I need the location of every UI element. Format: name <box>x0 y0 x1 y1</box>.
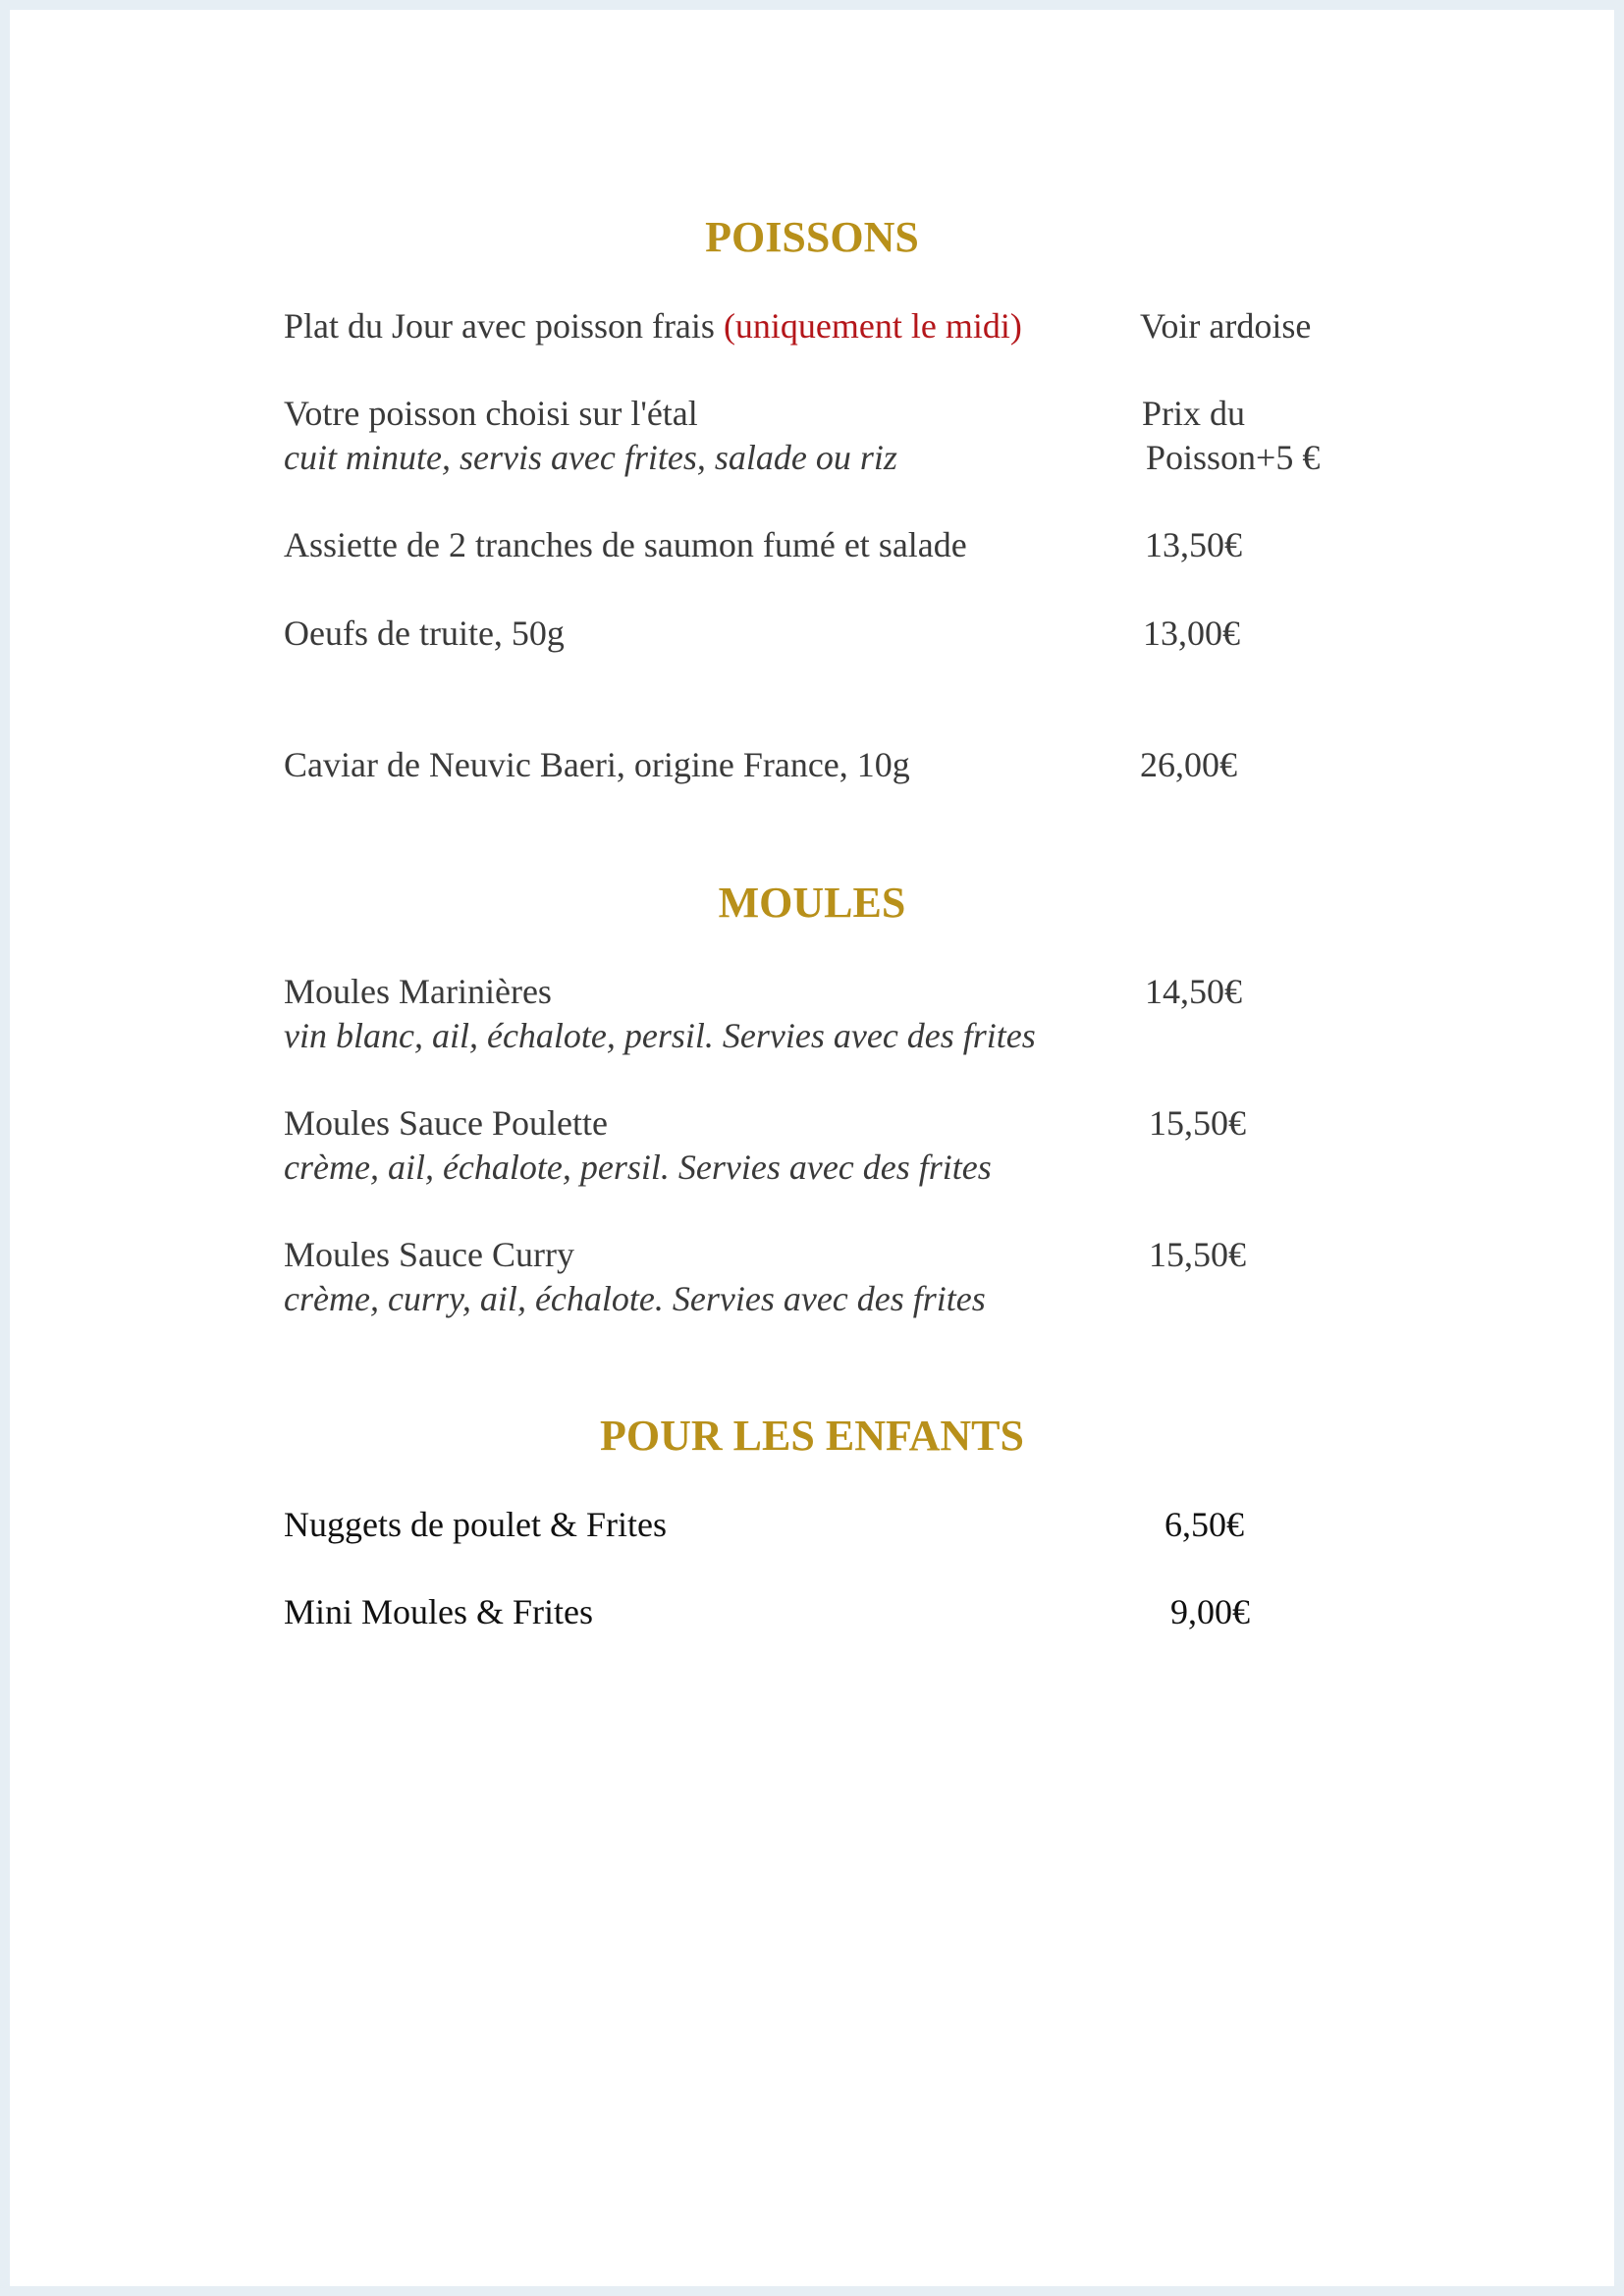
menu-item-price: 6,50€ <box>1164 1505 1244 1544</box>
menu-item-price-line2: Poisson+5 € <box>1146 438 1321 477</box>
section-title-enfants: POUR LES ENFANTS <box>600 1412 1024 1460</box>
menu-item-price: 15,50€ <box>1149 1235 1246 1274</box>
menu-item-price: Prix du <box>1142 394 1246 433</box>
menu-item-price: 15,50€ <box>1149 1103 1246 1143</box>
menu-item-description: crème, ail, échalote, persil. Servies avec des frites <box>284 1148 992 1187</box>
menu-item-note: (uniquement le midi) <box>723 306 1022 346</box>
menu-item-name <box>284 304 1022 347</box>
menu-item-price: 13,50€ <box>1145 525 1242 564</box>
menu-item-name: Assiette de 2 tranches de saumon fumé et salade <box>284 525 967 564</box>
menu-item-name: Moules Sauce Poulette <box>284 1103 608 1143</box>
menu-item-price: 14,50€ <box>1145 972 1242 1011</box>
section-title-poissons: POISSONS <box>705 213 919 261</box>
menu-item-name: Moules Sauce Curry <box>284 1235 574 1274</box>
menu-item-description: crème, curry, ail, échalote. Servies avec des frites <box>284 1279 986 1318</box>
menu-item-name: Oeufs de truite, 50g <box>284 614 565 653</box>
menu-item-name-text: Plat du Jour avec poisson frais <box>284 306 715 346</box>
menu-item-name: Moules Marinières <box>284 972 552 1011</box>
menu-item-price: 13,00€ <box>1143 614 1240 653</box>
menu-page <box>10 10 1614 2286</box>
menu-item-price: Voir ardoise <box>1140 306 1312 346</box>
section-title-moules: MOULES <box>718 879 906 927</box>
menu-item-name: Votre poisson choisi sur l'étal <box>284 394 698 433</box>
menu-item-name: Nuggets de poulet & Frites <box>284 1505 667 1544</box>
menu-item-description: cuit minute, servis avec frites, salade ou riz <box>284 438 897 477</box>
menu-item-description: vin blanc, ail, échalote, persil. Servies avec des frites <box>284 1016 1036 1055</box>
menu-item-name: Caviar de Neuvic Baeri, origine France, 10g <box>284 745 910 784</box>
menu-item-price: 9,00€ <box>1170 1592 1250 1631</box>
menu-item-price: 26,00€ <box>1140 745 1237 784</box>
menu-item-name: Mini Moules & Frites <box>284 1592 594 1631</box>
